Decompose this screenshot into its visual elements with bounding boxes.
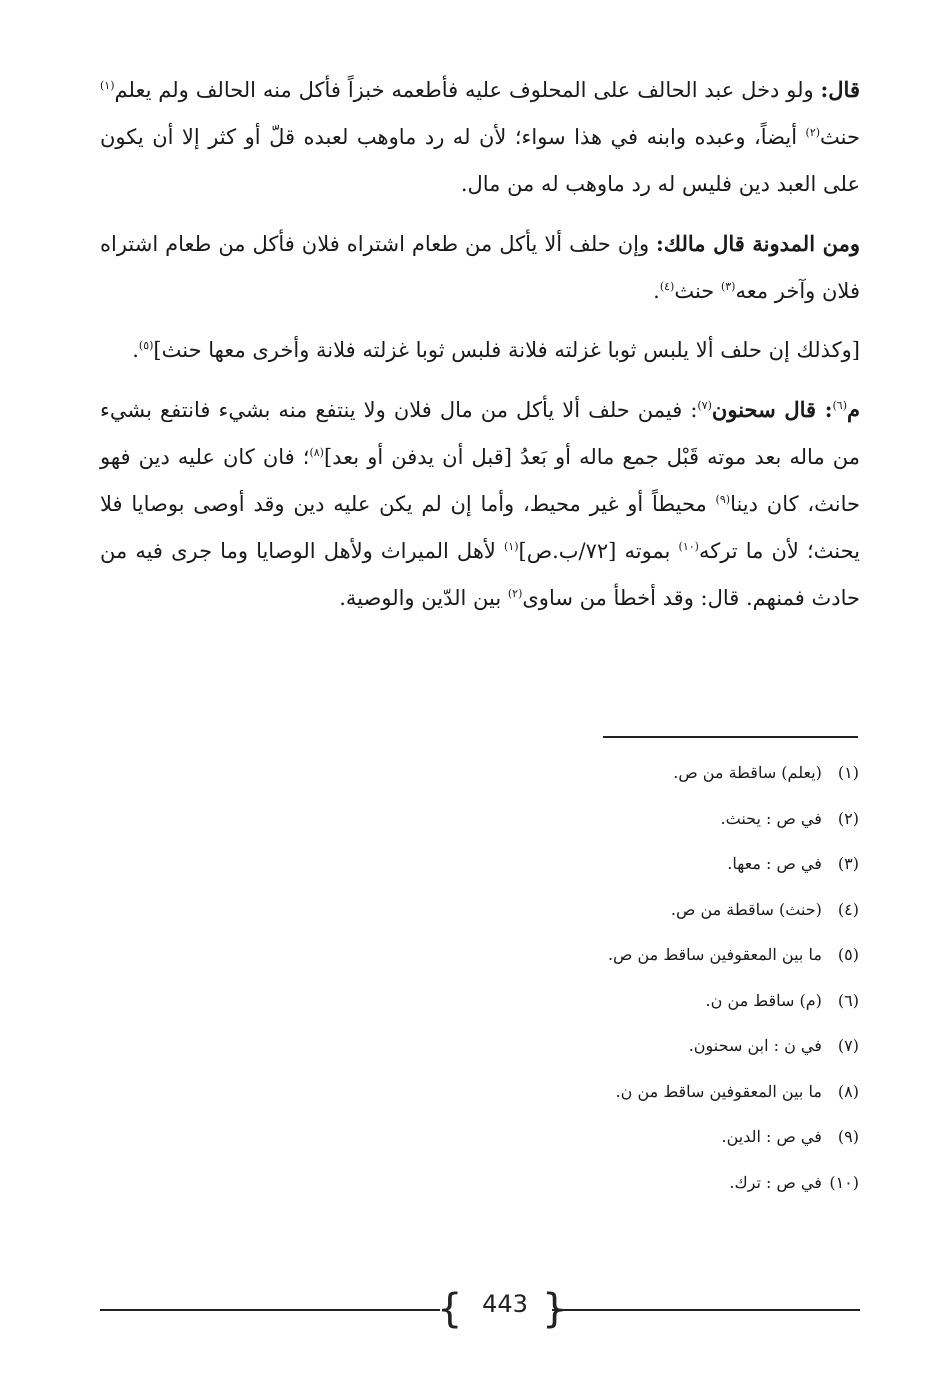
footnote-text: في ن : ابن سحنون. (688, 1036, 822, 1055)
footnote (359, 944, 859, 990)
paragraph-text: : فيمن حلف ألا يأكل من مال فلان ولا ينتفع منه بشيء فانتفع بشيء من ماله بعد موته قَبْل جمع ماله أو بَعدُ [قبل أن يدفن أو بعد] (100, 398, 860, 469)
paragraph-text: لأهل الميراث ولأهل الوصايا وما جرى فيه من حادث فمنهم. قال: وقد أخطأ من ساوى (100, 539, 860, 610)
paragraph-text: وإن حلف ألا يأكل من طعام اشتراه فلان فأكل من طعام اشتراه فلان وآخر معه (100, 232, 860, 303)
footnote-ref: (٤) (659, 280, 675, 293)
footnote-ref: (٩) (715, 493, 731, 506)
paragraph-text: . (653, 279, 660, 303)
paragraph-2 (100, 220, 860, 315)
speaker-label: ومن المدونة قال مالك: (656, 231, 860, 256)
footnote (359, 853, 859, 899)
footnote (359, 990, 859, 1036)
footnote-text: في ص : يحنث. (720, 808, 822, 828)
footnote-number: (٥) (837, 945, 859, 964)
speaker-label: : قال سحنون (711, 397, 833, 422)
speaker-label: م (846, 397, 860, 422)
paragraph-1 (100, 66, 860, 208)
footnote (359, 1035, 859, 1081)
footnote (359, 1126, 859, 1172)
footnote-ref: (٥) (138, 339, 154, 352)
footnote-ref: (٢) (805, 126, 821, 139)
footnote-number: (٧) (837, 1036, 859, 1055)
paragraph-text: [وكذلك إن حلف ألا يلبس ثوبا غزلته فلانة فلبس ثوبا غزلته فلانة وأخرى معها حنث] (153, 338, 860, 362)
main-text (100, 66, 860, 634)
paragraph-text: حنث (820, 125, 860, 149)
footnote-separator (603, 736, 858, 738)
footnote-ref: (٨) (309, 446, 324, 459)
paragraph-4 (100, 386, 860, 622)
footnote (359, 808, 859, 854)
page-footer (100, 1283, 860, 1339)
footnote (359, 1172, 859, 1218)
footnote-ref: (٧) (697, 399, 712, 412)
footnote-number: (١) (837, 763, 859, 782)
paragraph-text: بموته [٧٢/ب.ص] (518, 539, 679, 563)
footnote-text: في ص : معها. (727, 854, 822, 873)
footer-rule-left (100, 1309, 440, 1311)
footnote (359, 899, 859, 945)
footnotes (359, 762, 859, 1217)
footnote-text: ما بين المعقوفين ساقط من ص. (607, 945, 822, 964)
footer-rule-right (552, 1309, 860, 1311)
paragraph-3 (100, 327, 860, 374)
paragraph-text: محيطاً أو غير محيط، وأما إن لم يكن عليه دين وقد أوصى بوصايا فلا يحنث؛ لأن ما تركه (100, 492, 861, 563)
footnote-text: في ص : الدين. (721, 1127, 822, 1146)
footnote-number: (٨) (837, 1081, 859, 1101)
footnote-number: (٢) (837, 808, 859, 828)
footnote-number: (٩) (837, 1127, 859, 1146)
footnote-text: (يعلم) ساقطة من ص. (673, 763, 822, 782)
footnote-ref: (٣) (720, 280, 736, 293)
footnote-text: (م) ساقط من ن. (705, 990, 822, 1010)
footnote-text: في ص : ترك. (729, 1172, 822, 1192)
right-bracket: } (542, 1286, 568, 1332)
paragraph-text: حنث (674, 279, 721, 303)
footnote-number: (٦) (837, 990, 859, 1010)
footnote-ref: (٢) (507, 587, 523, 600)
footnote-ref: (٦) (832, 399, 847, 412)
footnote-number: (٤) (837, 899, 859, 919)
footnote-number: (٣) (837, 854, 859, 873)
footnote-text: (حنث) ساقطة من ص. (670, 899, 822, 919)
paragraph-text: ؛ فان كان عليه دين فهو حانث، كان دينا (100, 445, 860, 516)
footnote (359, 1081, 859, 1127)
paragraph-text: . (132, 338, 139, 362)
footnote-ref: (١) (503, 540, 519, 553)
page-number: 443 (482, 1290, 528, 1318)
left-bracket: { (437, 1286, 463, 1332)
paragraph-text: أيضاً، وعبده وابنه في هذا سواء؛ لأن له رد ماوهب لعبده قلّ أو كثر إلا أن يكون على العبد دين فليس له رد ماوهب له من مال. (100, 125, 860, 196)
footnote (359, 762, 859, 808)
footnote-ref: (١٠) (678, 540, 699, 553)
footnote-text: ما بين المعقوفين ساقط من ن. (615, 1081, 822, 1101)
paragraph-text: ولو دخل عبد الحالف على المحلوف عليه فأطعمه خبزاً فأكل منه الحالف ولم يعلم (114, 78, 821, 102)
speaker-label: قال: (820, 77, 860, 102)
footnote-ref: (١) (100, 79, 115, 92)
footnote-number: (١٠) (829, 1172, 859, 1192)
paragraph-text: بين الدّين والوصية. (339, 586, 508, 610)
